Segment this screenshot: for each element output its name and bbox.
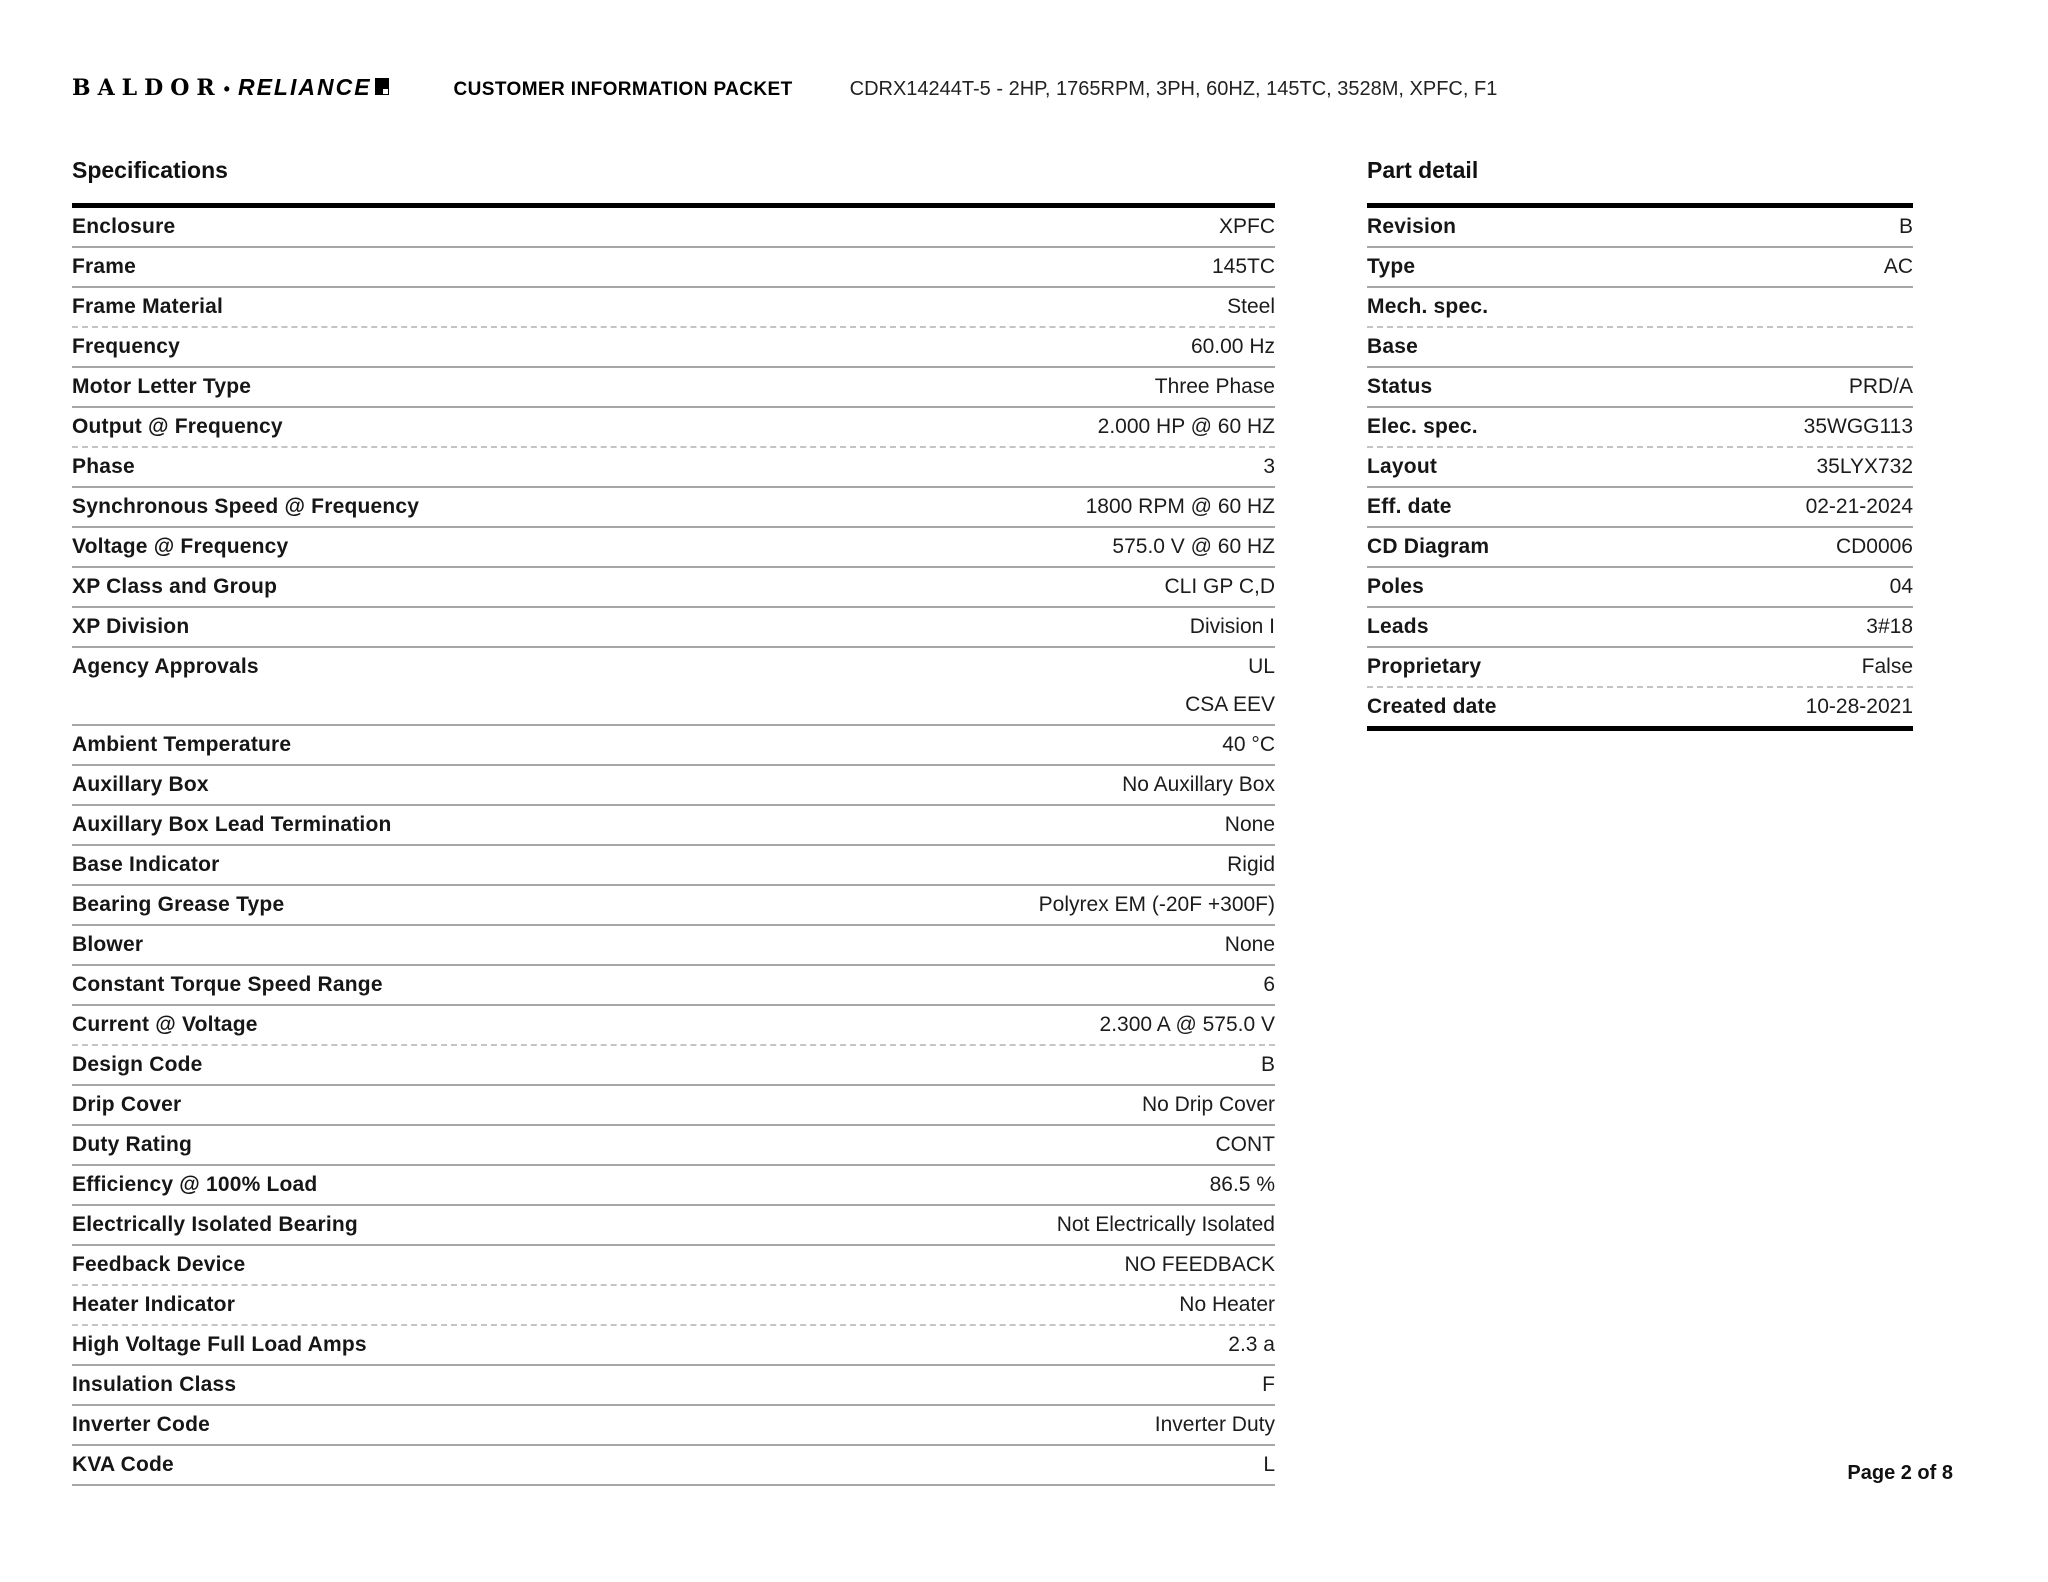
row-label: Mech. spec. (1367, 295, 1489, 318)
table-row (72, 448, 1275, 488)
table-row (72, 1366, 1275, 1406)
row-values (1098, 408, 1275, 446)
table-row (72, 1166, 1275, 1206)
row-label: Elec. spec. (1367, 415, 1478, 438)
table-row (72, 766, 1275, 806)
row-value: 02-21-2024 (1805, 495, 1913, 518)
row-value: CSA EEV (1185, 693, 1275, 716)
row-label: Feedback Device (72, 1253, 246, 1276)
row-value: 575.0 V @ 60 HZ (1112, 535, 1275, 558)
row-value: 145TC (1211, 255, 1275, 278)
row-label: Base (1367, 335, 1419, 358)
table-row (1367, 248, 1913, 288)
row-values (1057, 1206, 1275, 1244)
row-values (1219, 208, 1275, 246)
table-row (72, 1286, 1275, 1326)
reliance-square-mark-icon (375, 78, 389, 95)
row-value: AC (1883, 255, 1913, 278)
row-values (1179, 1286, 1275, 1324)
table-row (72, 1246, 1275, 1286)
row-values (1884, 248, 1913, 286)
row-label: Eff. date (1367, 495, 1452, 518)
row-value: NO FEEDBACK (1124, 1253, 1275, 1276)
table-row (72, 966, 1275, 1006)
row-value: Polyrex EM (-20F +300F) (1038, 893, 1275, 916)
row-value: 86.5 % (1209, 1173, 1275, 1196)
row-label: Voltage @ Frequency (72, 535, 289, 558)
row-values (1804, 408, 1913, 446)
table-row (72, 408, 1275, 448)
row-value: 35WGG113 (1803, 415, 1913, 438)
row-values (1806, 688, 1913, 726)
table-row (1367, 568, 1913, 608)
row-values (1124, 1246, 1275, 1284)
row-value: None (1224, 813, 1275, 836)
table-row (72, 886, 1275, 926)
row-label: KVA Code (72, 1453, 174, 1476)
row-label: Constant Torque Speed Range (72, 973, 383, 996)
table-row (1367, 608, 1913, 648)
table-row (72, 608, 1275, 648)
table-row (72, 648, 1275, 726)
table-row (1367, 208, 1913, 248)
table-row (72, 1406, 1275, 1446)
table-row (72, 846, 1275, 886)
row-values (1142, 1086, 1275, 1124)
row-value: Inverter Duty (1154, 1413, 1275, 1436)
row-values (1816, 448, 1913, 486)
row-values (1190, 608, 1275, 646)
table-row (72, 1006, 1275, 1046)
specifications-title: Specifications (72, 157, 228, 183)
table-row (72, 1046, 1275, 1086)
row-label: Electrically Isolated Bearing (72, 1213, 358, 1236)
logo-dot-separator: • (223, 79, 230, 99)
row-values (1222, 726, 1275, 764)
row-label: Output @ Frequency (72, 415, 283, 438)
table-row (72, 488, 1275, 528)
logo-reliance-text: RELIANCE (237, 74, 372, 100)
row-value: Rigid (1227, 853, 1275, 876)
table-row (72, 568, 1275, 608)
table-row (72, 1206, 1275, 1246)
row-label: Design Code (72, 1053, 203, 1076)
row-label: Blower (72, 933, 144, 956)
table-row (72, 1126, 1275, 1166)
row-values (1262, 1366, 1275, 1404)
row-label: Duty Rating (72, 1133, 193, 1156)
row-value: CONT (1215, 1133, 1275, 1156)
row-value: B (1898, 215, 1913, 238)
row-value: Division I (1189, 615, 1275, 638)
table-row (72, 208, 1275, 248)
row-value: 1800 RPM @ 60 HZ (1085, 495, 1275, 518)
table-row (1367, 528, 1913, 568)
row-label: Base Indicator (72, 853, 220, 876)
logo-baldor-text: BALDOR (72, 75, 222, 101)
row-value: False (1861, 655, 1913, 678)
row-label: High Voltage Full Load Amps (72, 1333, 367, 1356)
table-row (1367, 688, 1913, 726)
row-value: No Auxillary Box (1122, 773, 1275, 796)
table-row (1367, 368, 1913, 408)
row-values (1227, 288, 1275, 326)
row-label: Created date (1367, 695, 1497, 718)
row-label: Frame Material (72, 295, 224, 318)
row-values (1227, 846, 1275, 884)
row-label: XP Class and Group (72, 575, 278, 598)
row-values (1261, 1046, 1275, 1084)
row-label: Heater Indicator (72, 1293, 236, 1316)
row-values (1191, 328, 1275, 366)
row-values (1039, 886, 1275, 924)
row-label: Frame (72, 255, 137, 278)
row-label: Layout (1367, 455, 1438, 478)
row-values (1122, 766, 1275, 804)
row-value: L (1263, 1453, 1275, 1476)
row-values (1849, 368, 1913, 406)
table-row (1367, 408, 1913, 448)
row-values (1086, 488, 1275, 526)
part-detail-table (1367, 203, 1913, 731)
row-label: Status (1367, 375, 1433, 398)
row-values (1185, 648, 1275, 724)
table-row (72, 1446, 1275, 1486)
part-number-text: CDRX14244T-5 - 2HP, 1765RPM, 3PH, 60HZ, 145TC, 3528M, XPFC, F1 (849, 78, 1498, 100)
row-value: None (1224, 933, 1275, 956)
row-label: Proprietary (1367, 655, 1482, 678)
row-value: Three Phase (1154, 375, 1275, 398)
row-value: PRD/A (1848, 375, 1913, 398)
row-label: Current @ Voltage (72, 1013, 258, 1036)
row-value: No Drip Cover (1141, 1093, 1275, 1116)
row-value: CLI GP C,D (1164, 575, 1275, 598)
table-row (72, 926, 1275, 966)
row-value: 40 °C (1222, 733, 1275, 756)
row-values (1806, 488, 1913, 526)
row-values (1890, 568, 1913, 606)
row-values (1228, 1326, 1275, 1364)
table-row (72, 1326, 1275, 1366)
row-values (1225, 806, 1275, 844)
table-row (72, 328, 1275, 368)
row-values (1899, 208, 1913, 246)
row-value: Steel (1227, 295, 1275, 318)
row-label: Drip Cover (72, 1093, 182, 1116)
row-values (1112, 528, 1275, 566)
row-value: CD0006 (1835, 535, 1913, 558)
row-values (1225, 926, 1275, 964)
row-values (1216, 1126, 1276, 1164)
row-values (1155, 1406, 1275, 1444)
row-values (1263, 448, 1275, 486)
table-row (1367, 448, 1913, 488)
page-header (72, 74, 1976, 103)
table-row (72, 368, 1275, 408)
row-values (1263, 1446, 1275, 1484)
baldor-reliance-logo (72, 74, 389, 102)
row-label: CD Diagram (1367, 535, 1490, 558)
row-label: Agency Approvals (72, 655, 259, 678)
row-values (1836, 528, 1913, 566)
row-value: XPFC (1218, 215, 1275, 238)
row-values (1263, 966, 1275, 1004)
row-label: Frequency (72, 335, 180, 358)
row-label: Auxillary Box (72, 773, 209, 796)
row-value: 60.00 Hz (1190, 335, 1275, 358)
row-value: Not Electrically Isolated (1056, 1213, 1275, 1236)
row-value: 04 (1889, 575, 1913, 598)
row-value: 3 (1263, 455, 1275, 478)
table-row (1367, 648, 1913, 688)
table-row (72, 806, 1275, 846)
table-row (72, 528, 1275, 568)
row-values (1165, 568, 1275, 606)
row-values (1210, 1166, 1275, 1204)
row-values (1100, 1006, 1275, 1044)
page-number: Page 2 of 8 (1847, 1462, 1953, 1484)
table-row (72, 248, 1275, 288)
row-values (1866, 608, 1913, 646)
row-label: Efficiency @ 100% Load (72, 1173, 318, 1196)
table-row (72, 288, 1275, 328)
row-label: Leads (1367, 615, 1429, 638)
row-label: Synchronous Speed @ Frequency (72, 495, 420, 518)
row-label: Ambient Temperature (72, 733, 292, 756)
table-row (1367, 288, 1913, 328)
row-value: 3#18 (1866, 615, 1913, 638)
table-row (72, 726, 1275, 766)
row-values (1212, 248, 1275, 286)
row-label: Inverter Code (72, 1413, 210, 1436)
part-detail-section (1367, 157, 1913, 731)
row-value: B (1260, 1053, 1275, 1076)
specifications-section (72, 157, 1275, 1486)
row-label: Bearing Grease Type (72, 893, 285, 916)
table-row (1367, 328, 1913, 368)
row-label: XP Division (72, 615, 190, 638)
row-values (1155, 368, 1275, 406)
row-value: 2.300 A @ 575.0 V (1099, 1013, 1275, 1036)
part-detail-title: Part detail (1367, 157, 1479, 183)
row-label: Motor Letter Type (72, 375, 252, 398)
row-value: 35LYX732 (1816, 455, 1913, 478)
row-label: Insulation Class (72, 1373, 237, 1396)
row-label: Type (1367, 255, 1416, 278)
row-label: Phase (72, 455, 135, 478)
specifications-table (72, 203, 1275, 1486)
row-value: 2.3 a (1228, 1333, 1275, 1356)
table-row (72, 1086, 1275, 1126)
row-value: 10-28-2021 (1805, 695, 1913, 718)
row-label: Enclosure (72, 215, 176, 238)
table-row (1367, 488, 1913, 528)
row-value: 2.000 HP @ 60 HZ (1097, 415, 1275, 438)
row-value: UL (1248, 655, 1275, 678)
row-label: Auxillary Box Lead Termination (72, 813, 392, 836)
row-values (1862, 648, 1913, 686)
row-label: Revision (1367, 215, 1457, 238)
row-value: 6 (1263, 973, 1275, 996)
row-value: No Heater (1179, 1293, 1275, 1316)
document-title: CUSTOMER INFORMATION PACKET (453, 79, 793, 100)
row-value: F (1262, 1373, 1275, 1396)
row-label: Poles (1367, 575, 1425, 598)
